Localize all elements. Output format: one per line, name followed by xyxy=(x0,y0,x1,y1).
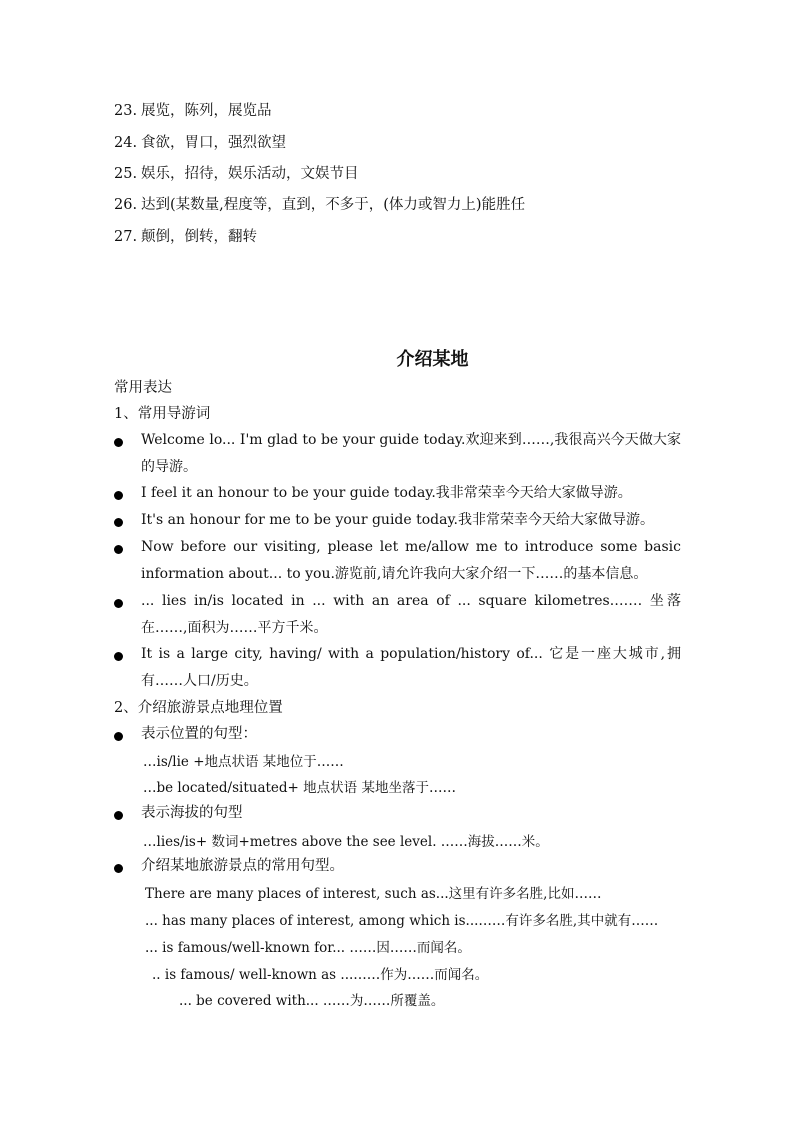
bullet-heading: 介绍某地旅游景点的常用句型。 xyxy=(141,858,344,874)
bullet-icon xyxy=(114,727,126,747)
vocab-item xyxy=(114,133,286,153)
part2-heading: 2、介绍旅游景点地理位置 xyxy=(114,700,283,716)
bullet-heading: 表示海拔的句型 xyxy=(141,805,243,821)
phrase-item: Now before our visiting, please let me/allow me to introduce some basic information about... to you.游览前,请允许我向大家介绍一下……的基本信息。 xyxy=(141,539,681,582)
bullet-heading: 表示位置的句型： xyxy=(141,726,257,742)
vocab-number: 24. xyxy=(114,135,138,151)
phrase-item: It's an honour for me to be your guide today.我非常荣幸今天给大家做导游。 xyxy=(141,512,654,528)
pattern-line: ... has many places of interest, among which is...……有许多名胜,其中就有…… xyxy=(145,913,659,929)
bullet-icon xyxy=(114,594,126,614)
section-title: 介绍某地 xyxy=(396,349,469,370)
bullet-icon xyxy=(114,433,126,453)
vocab-text: 展览，陈列，展览品 xyxy=(141,103,272,119)
bullet-icon xyxy=(114,806,126,826)
phrase-item: ... lies in/is located in ... with an area of ... square kilometres.…… 坐落在……,面积为……平方千米。 xyxy=(141,593,681,636)
part1-heading: 1、常用导游词 xyxy=(114,406,211,422)
vocab-item xyxy=(114,227,257,247)
bullet-icon xyxy=(114,486,126,506)
vocab-text: 食欲，胃口，强烈欲望 xyxy=(141,135,286,151)
vocab-number: 26. xyxy=(114,197,138,213)
vocab-number: 25. xyxy=(114,166,138,182)
bullet-icon xyxy=(114,513,126,533)
pattern-line: .. is famous/ well-known as ...……作为……而闻名。 xyxy=(152,967,489,983)
vocab-text: 娱乐，招待，娱乐活动，文娱节目 xyxy=(141,166,359,182)
phrase-item: Welcome lo... I'm glad to be your guide today.欢迎来到……,我很高兴今天做大家的导游。 xyxy=(141,432,681,475)
bullet-icon xyxy=(114,540,126,560)
pattern-line: There are many places of interest, such as...这里有许多名胜,比如…… xyxy=(145,886,602,902)
pattern-line: ... is famous/well-known for... ……因……而闻名。 xyxy=(145,940,471,956)
vocab-item xyxy=(114,164,359,184)
pattern-line: ... be covered with... ……为……所覆盖。 xyxy=(179,993,445,1009)
pattern-line: …lies/is+ 数词+metres above the see level. ……海拔……米。 xyxy=(143,834,549,850)
vocab-number: 27. xyxy=(114,229,138,245)
vocab-item xyxy=(114,101,272,121)
phrase-item: I feel it an honour to be your guide today.我非常荣幸今天给大家做导游。 xyxy=(141,485,632,501)
vocab-item xyxy=(114,195,525,215)
vocab-number: 23. xyxy=(114,103,138,119)
vocab-text: 颠倒，倒转，翻转 xyxy=(141,229,257,245)
pattern-line: …is/lie +地点状语 某地位于…… xyxy=(143,754,344,770)
pattern-line: …be located/situated+ 地点状语 某地坐落于…… xyxy=(143,780,456,796)
bullet-icon xyxy=(114,647,126,667)
vocab-text: 达到(某数量,程度等，直到，不多于，(体力或智力上)能胜任 xyxy=(141,197,526,213)
bullet-icon xyxy=(114,859,126,879)
phrase-item: It is a large city, having/ with a population/history of... 它是一座大城市,拥有……人口/历史。 xyxy=(141,646,681,689)
section-label: 常用表达 xyxy=(114,380,172,396)
